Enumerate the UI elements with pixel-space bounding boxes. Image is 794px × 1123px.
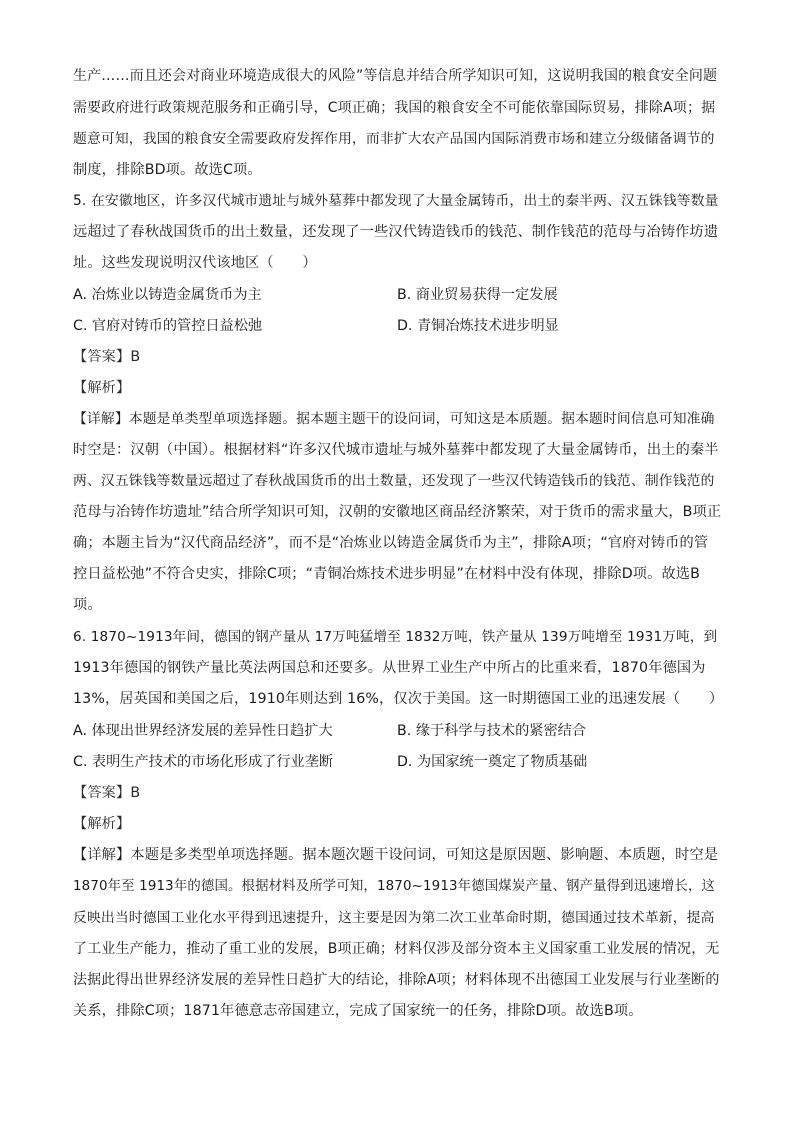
q6-detail-line: 法据此得出世界经济发展的差异性日趋扩大的结论，排除A项；材料体现不出德国工业发展与行业垄断的 — [73, 972, 720, 988]
q5-option-c: C. 官府对铸币的管控日益松弛 — [73, 318, 263, 334]
q5-detail-line: 范母与冶铸作坊遗址”结合所学知识可知，汉朝的安徽地区商品经济繁荣，对于货币的需求量大，B项正 — [73, 504, 722, 520]
q5-option-d: D. 青铜冶炼技术进步明显 — [397, 318, 559, 334]
q6-option-a: A. 体现出世界经济发展的差异性日趋扩大 — [73, 723, 333, 739]
q5-stem-line: 址。这些发现说明汉代该地区（ ） — [73, 255, 317, 271]
q6-option-d: D. 为国家统一奠定了物质基础 — [397, 754, 588, 770]
q6-detail-line: 反映出当时德国工业化水平得到迅速提升，这主要是因为第二次工业革命时期，德国通过技术革新，提高 — [73, 910, 715, 926]
q6-answer: 【答案】B — [73, 785, 141, 801]
q6-stem-line: 13%，居英国和美国之后，1910年则达到 16%，仅次于美国。这一时期德国工业的迅速发展（ ） — [73, 691, 724, 707]
q5-stem-line: 5. 在安徽地区，许多汉代城市遗址与城外墓葬中都发现了大量金属铸币，出土的秦半两、汉五铢钱等数量 — [73, 193, 719, 209]
q5-option-a: A. 冶炼业以铸造金属货币为主 — [73, 287, 262, 303]
q5-detail-line: 控日益松弛”不符合史实，排除C项；“青铜冶炼技术进步明显”在材料中没有体现，排除D项。故选B — [73, 566, 701, 582]
q6-analysis-label: 【解析】 — [73, 816, 131, 832]
q6-detail-line: 【详解】本题是多类型单项选择题。据本题次题干设问词，可知这是原因题、影响题、本质题，时空是 — [73, 847, 719, 863]
q6-stem-line: 6. 1870~1913年间，德国的钢产量从 17万吨猛增至 1832万吨，铁产量从 139万吨增至 1931万吨，到 — [73, 629, 718, 645]
q6-detail-line: 了工业生产能力，推动了重工业的发展，B项正确；材料仅涉及部分资本主义国家重工业发展的情况，无 — [73, 941, 720, 957]
q5-option-b: B. 商业贸易获得一定发展 — [397, 287, 558, 303]
q5-stem-line: 远超过了春秋战国货币的出土数量，还发现了一些汉代铸造钱币的钱范、制作钱范的范母与冶铸作坊遗 — [73, 224, 719, 240]
intro-line: 生产……而且还会对商业环境造成很大的风险”等信息并结合所学知识可知，这说明我国的粮食安全问题 — [73, 68, 718, 84]
q5-detail-line: 两、汉五铢钱等数量远超过了春秋战国货币的出土数量，还发现了一些汉代铸造钱币的钱范、制作钱范的 — [73, 473, 715, 489]
q5-answer: 【答案】B — [73, 349, 141, 365]
q5-analysis-label: 【解析】 — [73, 380, 131, 396]
q6-detail-line: 关系，排除C项；1871年德意志帝国建立，完成了国家统一的任务，排除D项。故选B项。 — [73, 1003, 643, 1019]
intro-line: 题意可知，我国的粮食安全需要政府发挥作用，而非扩大农产品国内国际消费市场和建立分级储备调节的 — [73, 131, 715, 147]
q6-stem-line: 1913年德国的钢铁产量比英法两国总和还要多。从世界工业生产中所占的比重来看，1870年德国为 — [73, 660, 706, 676]
q5-detail-line: 时空是：汉朝（中国）。根据材料“许多汉代城市遗址与城外墓葬中都发现了大量金属铸币，出土的秦半 — [73, 442, 719, 458]
intro-line: 需要政府进行政策规范服务和正确引导，C项正确；我国的粮食安全不可能依靠国际贸易，排除A项；据 — [73, 100, 716, 116]
q5-detail-line: 【详解】本题是单类型单项选择题。据本题主题干的设问词，可知这是本质题。据本题时间信息可知准确 — [73, 411, 715, 427]
q5-detail-line: 确；本题主旨为“汉代商品经济”，而不是“冶炼业以铸造金属货币为主”，排除A项；“官府对铸币的管 — [73, 535, 709, 551]
q5-detail-line: 项。 — [73, 597, 102, 613]
q6-option-c: C. 表明生产技术的市场化形成了行业垄断 — [73, 754, 334, 770]
intro-line: 制度，排除BD项。故选C项。 — [73, 162, 262, 178]
q6-detail-line: 1870年至 1913年的德国。根据材料及所学可知，1870~1913年德国煤炭产量、钢产量得到迅速增长，这 — [73, 879, 715, 894]
q6-option-b: B. 缘于科学与技术的紧密结合 — [397, 723, 587, 739]
